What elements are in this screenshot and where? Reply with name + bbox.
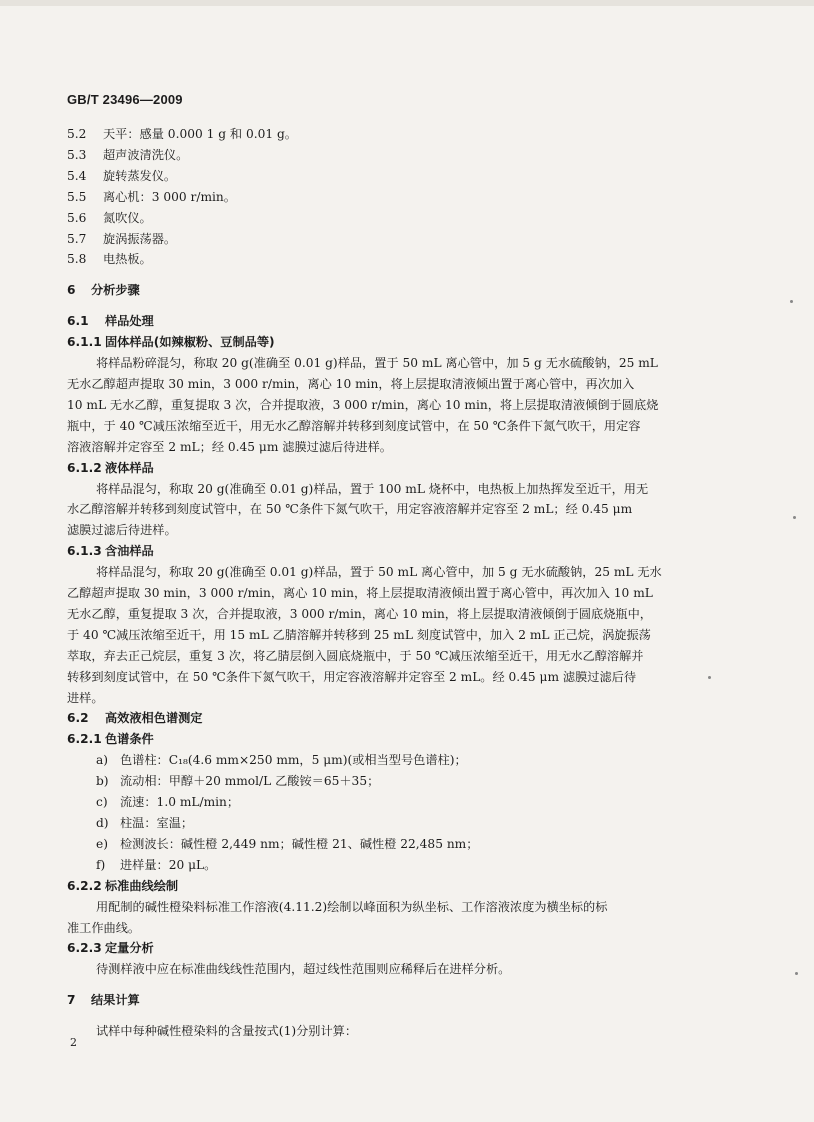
document-body	[67, 124, 707, 1042]
paragraph-line: 进样。	[67, 690, 104, 705]
list-item	[67, 249, 707, 270]
paragraph-line: 无水乙醇，重复提取 3 次，合并提取液，3 000 r/min，离心 10 min，将上层提取清液倾倒于圆底烧瓶中，	[67, 606, 652, 621]
clause-number: 5.4	[67, 168, 87, 183]
clause-number: 5.2	[67, 127, 87, 141]
list-item: b) 流动相：甲醇＋20 mmol/L 乙酸铵＝65＋35；	[96, 774, 380, 789]
list-item: c) 流速：1.0 mL/min；	[96, 795, 240, 810]
list-item	[67, 229, 707, 250]
clause-text: 天平：感量 0.000 1 g 和 0.01 g。	[103, 127, 297, 141]
heading-6-2-3: 6.2.3 定量分析	[67, 941, 154, 956]
paragraph-line: 萃取，弃去正己烷层，重复 3 次，将乙腈层倒入圆底烧瓶中，于 50 ℃减压浓缩至近干，用无水乙醇溶解并	[67, 648, 644, 663]
paragraph-line: 乙醇超声提取 30 min，3 000 r/min，离心 10 min，将上层提取清液倾出置于离心管中，再次加入 10 mL	[67, 586, 653, 601]
clause-text: 离心机：3 000 r/min。	[103, 189, 236, 204]
clause-text: 电热板。	[103, 252, 152, 267]
heading-6-2-1: 6.2.1 色谱条件	[67, 732, 154, 747]
paragraph-line: 无水乙醇超声提取 30 min，3 000 r/min，离心 10 min，将上层提取清液倾出置于离心管中，再次加入	[67, 376, 635, 391]
scan-edge	[0, 0, 814, 6]
page-number: 2	[70, 1036, 77, 1049]
clause-number: 5.5	[67, 189, 87, 204]
paragraph-line: 转移到刻度试管中，在 50 ℃条件下氮气吹干，用定容液溶解并定容至 2 mL。经 0.45 μm 滤膜过滤后待	[67, 669, 637, 684]
heading-6-1-3: 6.1.3 含油样品	[67, 544, 154, 559]
standard-number-header: GB/T 23496—2009	[67, 92, 183, 107]
paragraph-line: 将样品粉碎混匀，称取 20 g(准确至 0.01 g)样品，置于 50 mL 离心管中，加 5 g 无水硫酸钠，25 mL	[96, 356, 658, 371]
list-item: a) 色谱柱：C₁₈(4.6 mm×250 mm，5 μm)(或相当型号色谱柱)；	[96, 753, 467, 768]
paragraph-line: 待测样液中应在标准曲线线性范围内，超过线性范围则应稀释后在进样分析。	[96, 962, 511, 977]
clause-number: 5.7	[67, 231, 87, 246]
list-item	[67, 145, 707, 166]
heading-6-1-1: 6.1.1 固体样品(如辣椒粉、豆制品等)	[67, 335, 275, 350]
paragraph-line: 将样品混匀，称取 20 g(准确至 0.01 g)样品，置于 50 mL 离心管中，加 5 g 无水硫酸钠，25 mL 无水	[96, 565, 662, 580]
clause-number: 5.6	[67, 210, 87, 225]
clause-text: 超声波清洗仪。	[103, 147, 189, 162]
list-item	[67, 208, 707, 229]
clause-number: 5.3	[67, 147, 87, 162]
paragraph-line: 10 mL 无水乙醇，重复提取 3 次，合并提取液，3 000 r/min，离心 10 min，将上层提取清液倾倒于圆底烧	[67, 397, 659, 412]
paragraph-line: 溶液溶解并定容至 2 mL；经 0.45 μm 滤膜过滤后待进样。	[67, 439, 392, 454]
paragraph-line: 于 40 ℃减压浓缩至近干，用 15 mL 乙腈溶解并转移到 25 mL 刻度试管中，加入 2 mL 正己烷，涡旋振荡	[67, 627, 651, 642]
clause-text: 氮吹仪。	[103, 210, 152, 225]
scan-speck	[793, 516, 796, 519]
paragraph-line: 准工作曲线。	[67, 920, 141, 935]
heading-6-2-2: 6.2.2 标准曲线绘制	[67, 878, 179, 893]
heading-6-2: 6.2 高效液相色谱测定	[67, 711, 203, 726]
heading-6-1-2: 6.1.2 液体样品	[67, 460, 154, 475]
list-item	[67, 124, 707, 145]
list-item	[67, 187, 707, 208]
list-item: e) 检测波长：碱性橙 2,449 nm；碱性橙 21、碱性橙 22,485 nm；	[96, 836, 479, 851]
list-item: d) 柱温：室温；	[96, 816, 194, 830]
clause-number: 5.8	[67, 252, 87, 267]
paragraph-line: 滤膜过滤后待进样。	[67, 523, 177, 538]
paragraph-line: 将样品混匀，称取 20 g(准确至 0.01 g)样品，置于 100 mL 烧杯中，电热板上加热挥发至近干，用无	[96, 481, 649, 496]
paragraph-line: 瓶中，于 40 ℃减压浓缩至近干，用无水乙醇溶解并转移到刻度试管中，在 50 ℃条件下氮气吹干，用定容	[67, 418, 641, 433]
paragraph-line: 试样中每种碱性橙染料的含量按式(1)分别计算：	[96, 1024, 358, 1039]
clause-text: 旋涡振荡器。	[103, 231, 177, 246]
scan-speck	[708, 676, 711, 679]
heading-6-1: 6.1 样品处理	[67, 314, 154, 329]
scan-speck	[790, 300, 793, 303]
section-heading-7: 7 结果计算	[67, 993, 140, 1008]
paragraph-line: 水乙醇溶解并转移到刻度试管中，在 50 ℃条件下氮气吹干，用定容液溶解并定容至 2 mL；经 0.45 μm	[67, 502, 633, 517]
list-item: f) 进样量：20 μL。	[96, 857, 217, 872]
list-item	[67, 166, 707, 187]
scan-speck	[795, 972, 798, 975]
paragraph-line: 用配制的碱性橙染料标准工作溶液(4.11.2)绘制以峰面积为纵坐标、工作溶液浓度为横坐标的标	[96, 899, 608, 914]
section-heading-6: 6 分析步骤	[67, 283, 140, 298]
clause-text: 旋转蒸发仪。	[103, 168, 177, 183]
